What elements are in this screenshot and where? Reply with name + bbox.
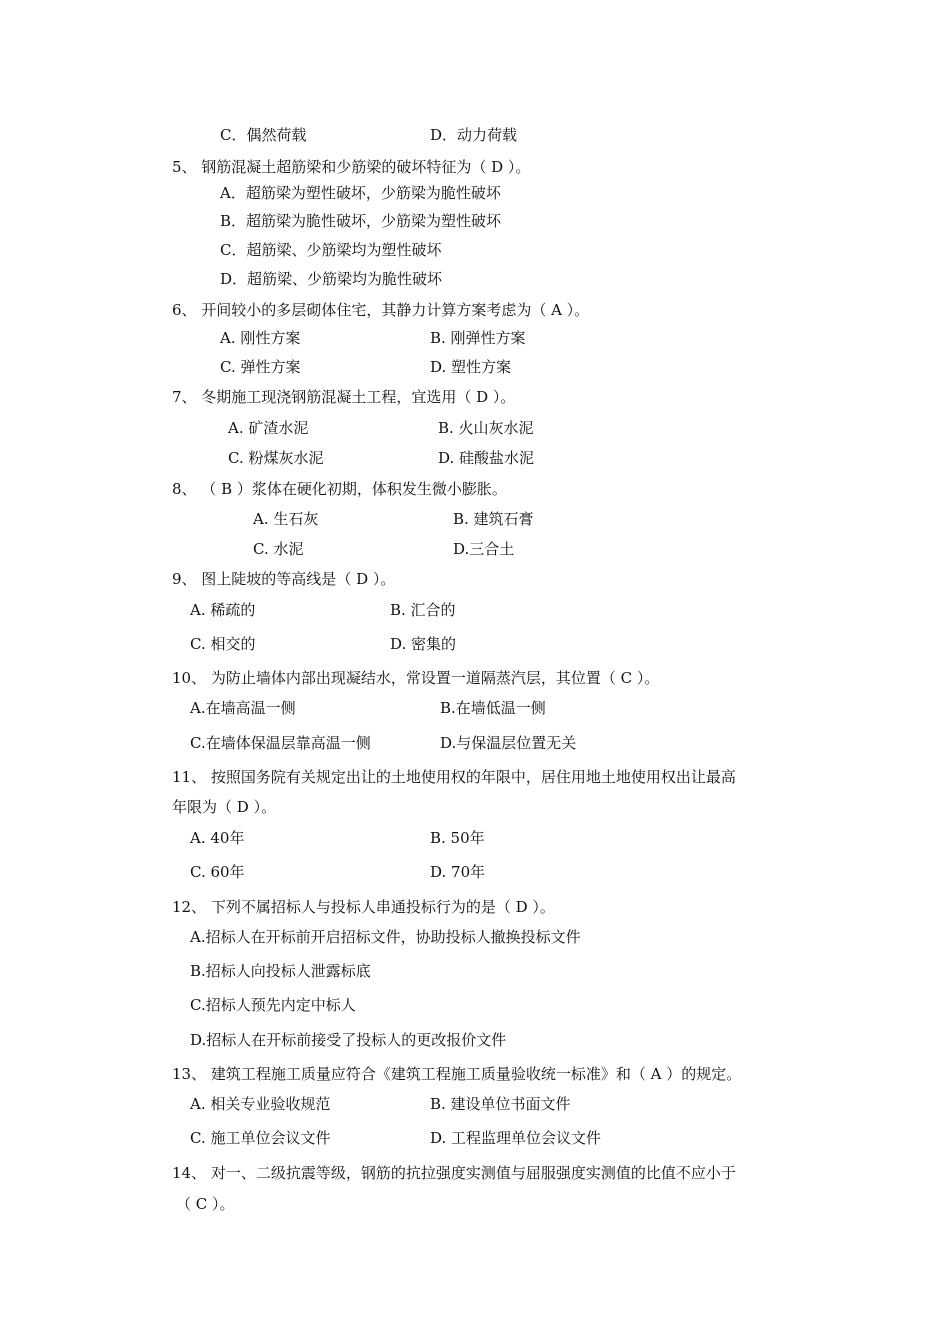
option-d: D. 塑性方案 (430, 358, 512, 376)
option-a: A. 刚性方案 (220, 329, 301, 347)
option-b: B. 汇合的 (390, 601, 456, 619)
option-a: A. 生石灰 (253, 510, 319, 528)
question-10: 10、 为防止墙体内部出现凝结水，常设置一道隔蒸汽层，其位置（ C ）。 (172, 669, 660, 687)
option-c: C．偶然荷载 (220, 126, 307, 144)
option-c: C. 粉煤灰水泥 (228, 449, 324, 467)
option-b: B. 建筑石膏 (453, 510, 534, 528)
option-b: B. 建设单位书面文件 (430, 1095, 571, 1113)
question-8: 8、 （ B ）浆体在硬化初期，体积发生微小膨胀。 (172, 480, 507, 498)
option-b: B.招标人向投标人泄露标底 (190, 962, 371, 980)
option-a: A.招标人在开标前开启招标文件，协助投标人撤换投标文件 (190, 928, 581, 946)
question-5: 5、 钢筋混凝土超筋梁和少筋梁的破坏特征为（ D ）。 (172, 158, 531, 176)
option-d: D．超筋梁、少筋梁均为脆性破坏 (220, 270, 443, 288)
question-14: 14、 对一、二级抗震等级，钢筋的抗拉强度实测值与屈服强度实测值的比值不应小于 (172, 1164, 736, 1182)
option-b: B．超筋梁为脆性破坏，少筋梁为塑性破坏 (220, 212, 502, 230)
question-6: 6、 开间较小的多层砌体住宅，其静力计算方案考虑为（ A ）。 (172, 301, 590, 319)
option-c: C．超筋梁、少筋梁均为塑性破坏 (220, 241, 442, 259)
option-d: D. 工程监理单位会议文件 (430, 1129, 602, 1147)
question-7: 7、 冬期施工现浇钢筋混凝土工程，宜选用（ D ）。 (172, 388, 516, 406)
option-a: A．超筋梁为塑性破坏，少筋梁为脆性破坏 (220, 184, 501, 202)
option-c: C.招标人预先内定中标人 (190, 996, 356, 1014)
option-b: B. 刚弹性方案 (430, 329, 526, 347)
option-d: D. 硅酸盐水泥 (438, 449, 535, 467)
question-13: 13、 建筑工程施工质量应符合《建筑工程施工质量验收统一标准》和（ A ）的规定。 (172, 1065, 742, 1083)
option-c: C. 相交的 (190, 635, 256, 653)
option-d: D．动力荷载 (430, 126, 518, 144)
question-11: 11、 按照国务院有关规定出让的土地使用权的年限中，居住用地土地使用权出让最高 (172, 768, 736, 786)
option-c: C.在墙体保温层靠高温一侧 (190, 734, 371, 752)
question-12: 12、 下列不属招标人与投标人串通投标行为的是（ D ）。 (172, 898, 555, 916)
option-d: D.招标人在开标前接受了投标人的更改报价文件 (190, 1031, 507, 1049)
question-14-continued: （ C ）。 (176, 1195, 235, 1213)
option-b: B. 50年 (430, 829, 485, 847)
question-11-continued: 年限为（ D ）。 (172, 798, 277, 816)
option-c: C. 弹性方案 (220, 358, 301, 376)
option-d: D.与保温层位置无关 (440, 734, 577, 752)
option-d: D. 70年 (430, 863, 486, 881)
option-a: A. 稀疏的 (190, 601, 256, 619)
option-b: B. 火山灰水泥 (438, 419, 534, 437)
option-c: C. 60年 (190, 863, 245, 881)
option-d: D.三合土 (453, 540, 515, 558)
option-c: C. 水泥 (253, 540, 304, 558)
question-9: 9、 图上陡坡的等高线是（ D ）。 (172, 570, 396, 588)
option-c: C. 施工单位会议文件 (190, 1129, 331, 1147)
option-b: B.在墙低温一侧 (440, 699, 546, 717)
option-a: A. 相关专业验收规范 (190, 1095, 331, 1113)
option-d: D. 密集的 (390, 635, 457, 653)
option-a: A.在墙高温一侧 (190, 699, 296, 717)
option-a: A. 40年 (190, 829, 245, 847)
option-a: A. 矿渣水泥 (228, 419, 309, 437)
